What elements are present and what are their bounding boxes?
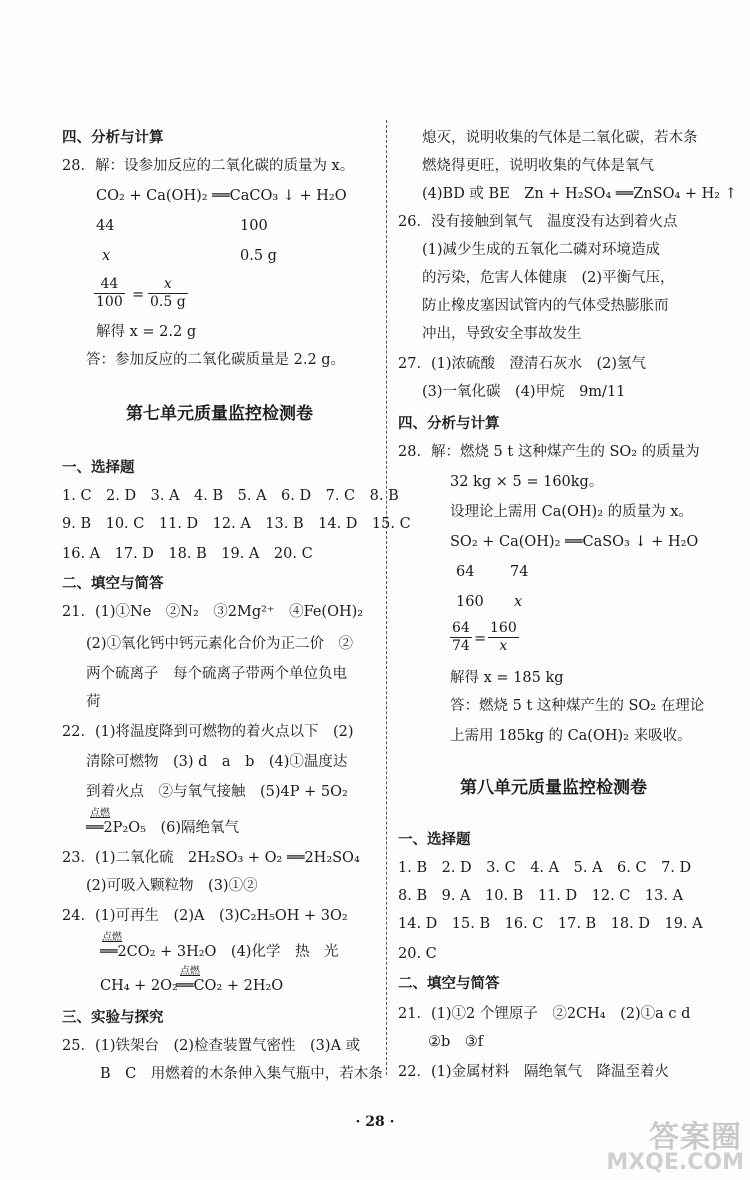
watermark-logo: 答案圈 <box>649 1120 742 1155</box>
q28r-molar-mass-1: 64 <box>456 564 475 580</box>
q23-line-2: (2)可吸入颗粒物 (3)①② <box>86 878 258 894</box>
mc-row-3: 16. A 17. D 18. B 19. A 20. C <box>62 546 313 562</box>
q28r-line-2: 32 kg × 5 = 160kg。 <box>450 474 604 490</box>
q28r-line-1: 28．解：燃烧 5 t 这种煤产生的 SO₂ 的质量为 <box>398 444 700 460</box>
q26-line-5: 冲出，导致安全事故发生 <box>422 326 582 342</box>
q22-line-1: 22．(1)将温度降到可燃物的着火点以下 (2) <box>62 724 354 740</box>
q21r-line-2: ②b ③f <box>428 1034 484 1050</box>
q28r-answer-2: 上需用 185kg 的 Ca(OH)₂ 来吸收。 <box>450 728 692 744</box>
page-number: · 28 · <box>355 1114 395 1130</box>
mc8-row-3: 14. D 15. B 16. C 17. B 18. D 19. A <box>398 916 703 932</box>
q22-condition: 点燃 <box>90 808 110 819</box>
q28r-fraction-left: $\frac{64}{74}$ <box>452 620 470 654</box>
mc8-row-4: 20. C <box>398 946 437 962</box>
q21-line-4: 荷 <box>86 694 101 710</box>
column-divider <box>386 120 387 1075</box>
q24-line-1: 24．(1)可再生 (2)A (3)C₂H₅OH + 3O₂ <box>62 908 348 924</box>
q28-known-mass: 0.5 g <box>240 248 277 264</box>
q21-line-1: 21．(1)①Ne ②N₂ ③2Mg²⁺ ④Fe(OH)₂ <box>62 604 364 620</box>
q22-line-4: ══2P₂O₅ (6)隔绝氧气 <box>86 820 239 836</box>
q23-line-1: 23．(1)二氧化硫 2H₂SO₃ + O₂ ══2H₂SO₄ <box>62 850 360 866</box>
q28-unknown: x <box>102 248 111 264</box>
q24-condition: 点燃 <box>102 932 122 943</box>
q24-line-3b: ══CO₂ + 2H₂O <box>176 978 284 994</box>
q25-line-5: (4)BD 或 BE Zn + H₂SO₄ ══ZnSO₄ + H₂ ↑ <box>422 186 737 202</box>
q22-line-3: 到着火点 ②与氧气接触 (5)4P + 5O₂ <box>86 784 348 800</box>
section-heading-fill: 二、填空与简答 <box>62 576 164 592</box>
q21-line-2: (2)①氧化钙中钙元素化合价为正二价 ② <box>86 636 354 652</box>
q28r-molar-mass-2: 74 <box>510 564 529 580</box>
q25-line-1: 25．(1)铁架台 (2)检查装置气密性 (3)A 或 <box>62 1038 361 1054</box>
q28-fraction-left: $\frac{44}{100}$ <box>96 276 123 310</box>
q27-line-1: 27．(1)浓硫酸 澄清石灰水 (2)氢气 <box>398 356 647 372</box>
q22-line-2: 清除可燃物 (3) d a b (4)①温度达 <box>86 754 348 770</box>
q25-line-2: B C 用燃着的木条伸入集气瓶中，若木条 <box>100 1066 383 1082</box>
q28r-equation: SO₂ + Ca(OH)₂ ══CaSO₃ ↓ + H₂O <box>450 534 699 550</box>
section-heading-choice: 一、选择题 <box>62 460 135 476</box>
section-heading-analysis-2: 四、分析与计算 <box>398 416 500 432</box>
q28-fraction-equals: = <box>132 287 145 303</box>
mc-row-1: 1. C 2. D 3. A 4. B 5. A 6. D 7. C 8. B <box>62 488 399 504</box>
q24-line-3a: CH₄ + 2O₂ <box>100 978 178 994</box>
watermark-url: MXQE.COM <box>606 1150 744 1175</box>
q28-answer: 答：参加反应的二氧化碳质量是 2.2 g。 <box>86 352 346 368</box>
q28-molar-mass-2: 100 <box>240 218 268 234</box>
q28-fraction-right: $\frac{x}{0.5 g}$ <box>150 276 186 310</box>
mc-row-2: 9. B 10. C 11. D 12. A 13. B 14. D 15. C <box>62 516 411 532</box>
q28r-value-1: 160 <box>456 594 484 610</box>
q28-solution: 解得 x = 2.2 g <box>96 324 197 340</box>
q24-condition-2: 点燃 <box>180 966 200 977</box>
q28r-line-3: 设理论上需用 Ca(OH)₂ 的质量为 x。 <box>450 504 693 520</box>
unit8-title: 第八单元质量监控检测卷 <box>460 778 647 798</box>
q28-molar-mass-1: 44 <box>96 218 115 234</box>
q25-line-4: 燃烧得更旺，说明收集的气体是氧气 <box>422 158 654 174</box>
q24-line-2: ══2CO₂ + 3H₂O (4)化学 热 光 <box>100 944 339 960</box>
section-heading-analysis: 四、分析与计算 <box>62 130 164 146</box>
q27-line-2: (3)一氧化碳 (4)甲烷 9m/11 <box>422 384 626 400</box>
q26-line-4: 防止橡皮塞因试管内的气体受热膨胀而 <box>422 298 669 314</box>
q26-line-2: (1)减少生成的五氧化二磷对环境造成 <box>422 242 661 258</box>
section-heading-choice-2: 一、选择题 <box>398 832 471 848</box>
q21-line-3: 两个硫离子 每个硫离子带两个单位负电 <box>86 666 347 682</box>
q28r-fraction-right: $\frac{160}{x}$ <box>490 620 517 654</box>
q26-line-3: 的污染，危害人体健康 (2)平衡气压， <box>422 270 675 286</box>
q28r-solution: 解得 x = 185 kg <box>450 670 564 686</box>
section-heading-experiment: 三、实验与探究 <box>62 1010 164 1026</box>
section-heading-fill-2: 二、填空与简答 <box>398 976 500 992</box>
q28r-value-2: x <box>514 594 523 610</box>
q21r-line-1: 21．(1)①2 个锂原子 ②2CH₄ (2)①a c d <box>398 1006 691 1022</box>
q22r-line-1: 22．(1)金属材料 隔绝氧气 降温至着火 <box>398 1064 669 1080</box>
q28-intro: 28．解：设参加反应的二氧化碳的质量为 x。 <box>62 158 355 174</box>
mc8-row-2: 8. B 9. A 10. B 11. D 12. C 13. A <box>398 888 684 904</box>
q28r-answer-1: 答：燃烧 5 t 这种煤产生的 SO₂ 在理论 <box>450 698 705 714</box>
mc8-row-1: 1. B 2. D 3. C 4. A 5. A 6. C 7. D <box>398 860 692 876</box>
q26-line-1: 26．没有接触到氧气 温度没有达到着火点 <box>398 214 678 230</box>
q28-equation: CO₂ + Ca(OH)₂ ══CaCO₃ ↓ + H₂O <box>96 188 347 204</box>
q28r-fraction-equals: = <box>474 631 487 647</box>
q25-line-3: 熄灭，说明收集的气体是二氧化碳，若木条 <box>422 130 698 146</box>
unit7-title: 第七单元质量监控检测卷 <box>126 404 313 424</box>
